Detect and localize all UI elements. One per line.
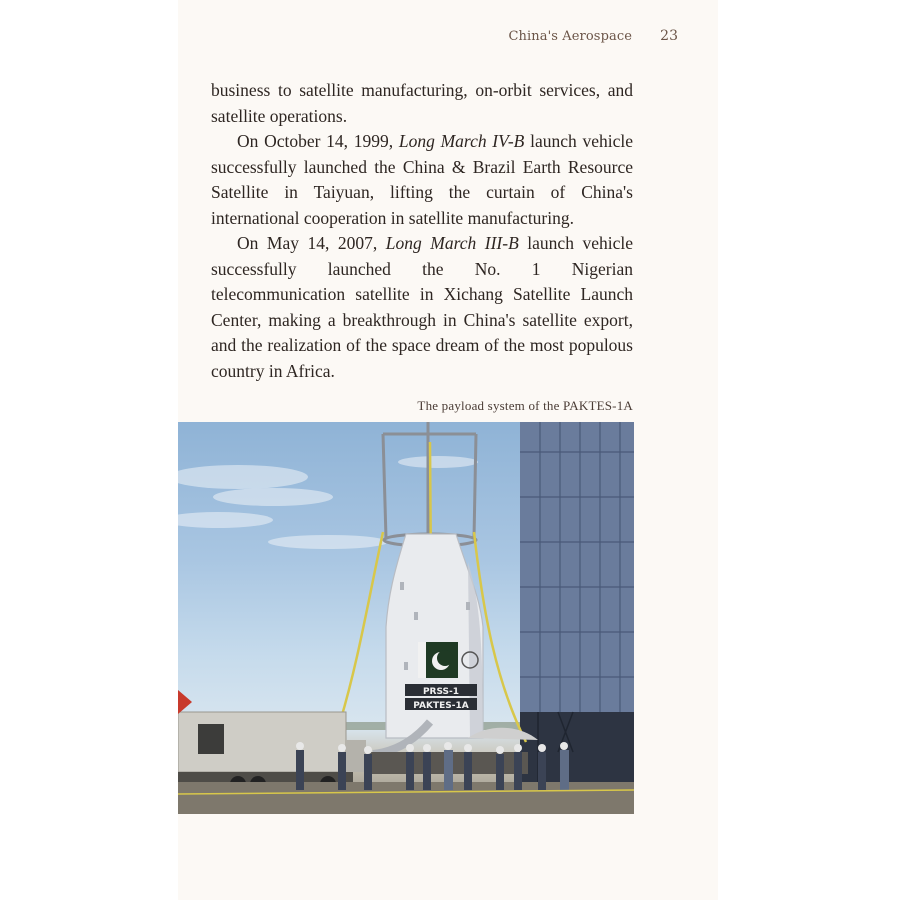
book-page (178, 0, 718, 900)
paragraph-3-vehicle: Long March III-B (385, 233, 519, 253)
running-header (208, 28, 678, 44)
trailer-truck (178, 712, 366, 792)
paragraph-1: business to satellite manufacturing, on-orbit services, and satellite operations. (211, 80, 633, 126)
paragraph-2-end: launch vehicle successfully launched the China & Brazil Earth Resource Satellite in Taiyuan, lifting the curtain of China's international cooperation in satellite manufacturing. (211, 131, 633, 228)
page-number: 23 (660, 28, 678, 44)
payload-fairing (386, 534, 483, 738)
label-prss: PRSS-1 (422, 687, 460, 697)
paragraph-3-start: On May 14, 2007, (237, 233, 386, 253)
paragraph-3 (211, 231, 633, 384)
paragraph-2 (211, 129, 633, 231)
payload-photo (178, 422, 634, 814)
figure-caption: The payload system of the PAKTES-1A (417, 398, 633, 413)
paragraph-2-vehicle: Long March IV-B (398, 131, 525, 151)
paragraph-2-start: On October 14, 1999, (237, 131, 399, 151)
body-text (211, 78, 633, 384)
service-tower (520, 422, 634, 792)
label-paktes: PAKTES-1A (413, 701, 469, 711)
running-title: China's Aerospace (508, 29, 633, 44)
paragraph-3-end: launch vehicle successfully launched the No. 1 Nigerian telecommunication satellite in Xichang Satellite Launch Center, making a breakthrough in China's satellite export, and the realization of the space dream of the most populous country in Africa. (211, 233, 633, 381)
